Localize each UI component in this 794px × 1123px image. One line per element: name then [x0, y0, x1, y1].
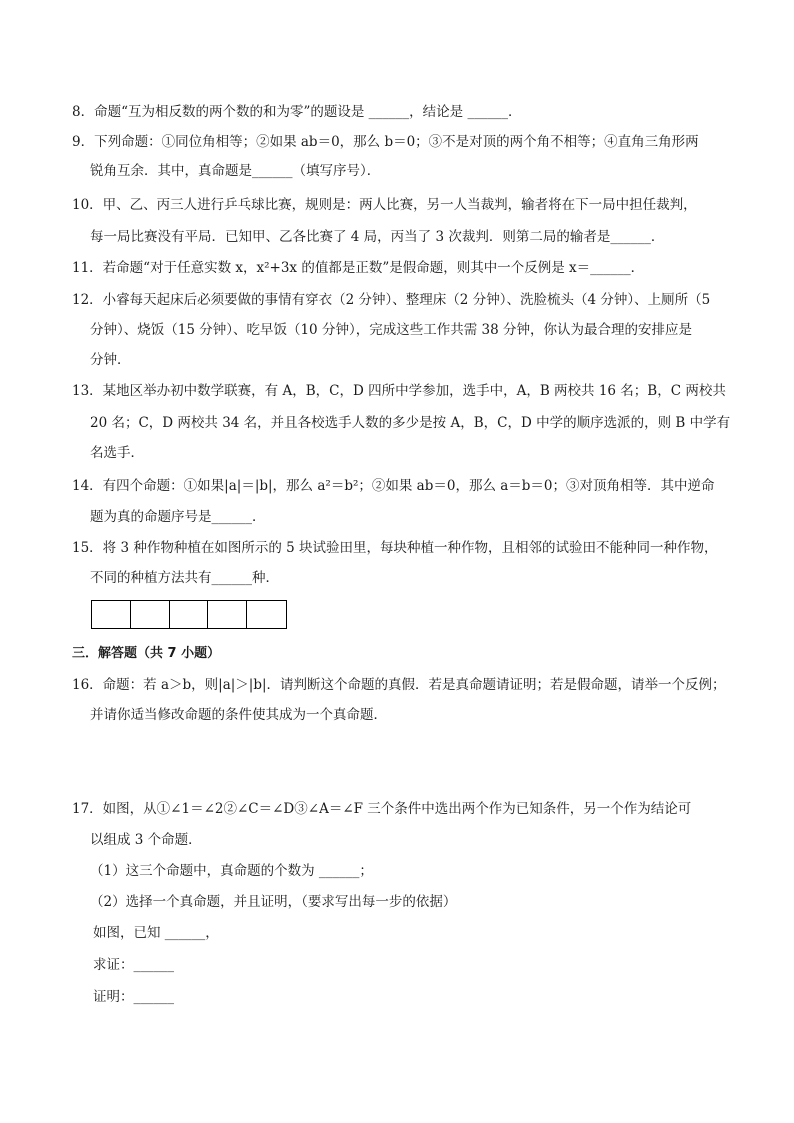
- question-17-part-1: （1）这三个命题中，真命题的个数为 ______；: [90, 863, 373, 879]
- prove-line: 求证：______: [93, 957, 174, 973]
- question-11: 11．若命题“对于任意实数 x，x²+3x 的值都是正数”是假命题，则其中一个反例是 x＝______．: [72, 260, 645, 276]
- question-17-line-1: 17．如图，从①∠1＝∠2②∠C＝∠D③∠A＝∠F 三个条件中选出两个作为已知条件，另一个作为结论可: [72, 801, 692, 817]
- question-8: 8．命题“互为相反数的两个数的和为零”的题设是 ______，结论是 ______．: [72, 104, 522, 120]
- question-9-line-2: 锐角互余．其中，真命题是______（填写序号）．: [90, 163, 381, 179]
- given-line: 如图，已知 ______，: [93, 925, 219, 941]
- test-field-cell: [131, 601, 170, 628]
- question-15-line-2: 不同的种植方法共有______种．: [90, 570, 279, 586]
- question-9-line-1: 9．下列命题：①同位角相等；②如果 ab＝0，那么 b＝0；③不是对顶的两个角不相等；④直角三角形两: [72, 134, 699, 150]
- question-14-line-2: 题为真的命题序号是______．: [90, 509, 266, 525]
- section-heading-answers: 三．解答题（共 7 小题）: [72, 646, 221, 661]
- test-field-cell: [170, 601, 209, 628]
- question-12-line-1: 12．小睿每天起床后必须要做的事情有穿衣（2 分钟）、整理床（2 分钟）、洗脸梳头（4 分钟）、上厕所（5: [72, 292, 711, 308]
- question-17-line-2: 以组成 3 个命题．: [90, 832, 202, 848]
- question-12-line-2: 分钟）、烧饭（15 分钟）、吃早饭（10 分钟），完成这些工作共需 38 分钟，你认为最合理的安排应是: [90, 322, 692, 338]
- question-16-line-1: 16．命题：若 a＞b，则|a|＞|b|．请判断这个命题的真假．若是真命题请证明；若是假命题，请举一个反例；: [72, 677, 726, 693]
- question-13-line-1: 13．某地区举办初中数学联赛，有 A，B，C，D 四所中学参加，选手中，A，B 两校共 16 名；B，C 两校共: [72, 383, 726, 399]
- question-16-line-2: 并请你适当修改命题的条件使其成为一个真命题．: [90, 707, 387, 723]
- test-field-cell: [92, 601, 131, 628]
- question-10-line-2: 每一局比赛没有平局．已知甲、乙各比赛了 4 局，丙当了 3 次裁判．则第二局的输者是______．: [90, 229, 665, 245]
- question-17-part-2: （2）选择一个真命题，并且证明，（要求写出每一步的依据）: [90, 894, 457, 910]
- test-field-cell: [247, 601, 286, 628]
- question-13-line-2: 20 名；C，D 两校共 34 名，并且各校选手人数的多少是按 A，B，C，D 中学的顺序选派的，则 B 中学有: [90, 415, 731, 431]
- question-15-line-1: 15．将 3 种作物种植在如图所示的 5 块试验田里，每块种植一种作物，且相邻的试验田不能种同一种作物，: [72, 540, 718, 556]
- question-10-line-1: 10．甲、乙、丙三人进行乒乓球比赛，规则是：两人比赛，另一人当裁判，输者将在下一局中担任裁判，: [72, 197, 697, 213]
- test-field-grid: [91, 600, 287, 629]
- question-13-line-3: 名选手．: [90, 445, 144, 461]
- proof-line: 证明：______: [93, 989, 174, 1005]
- question-12-line-3: 分钟．: [90, 352, 131, 368]
- test-field-cell: [208, 601, 247, 628]
- question-14-line-1: 14．有四个命题：①如果|a|＝|b|，那么 a²＝b²；②如果 ab＝0，那么 a＝b＝0；③对顶角相等．其中逆命: [72, 478, 715, 494]
